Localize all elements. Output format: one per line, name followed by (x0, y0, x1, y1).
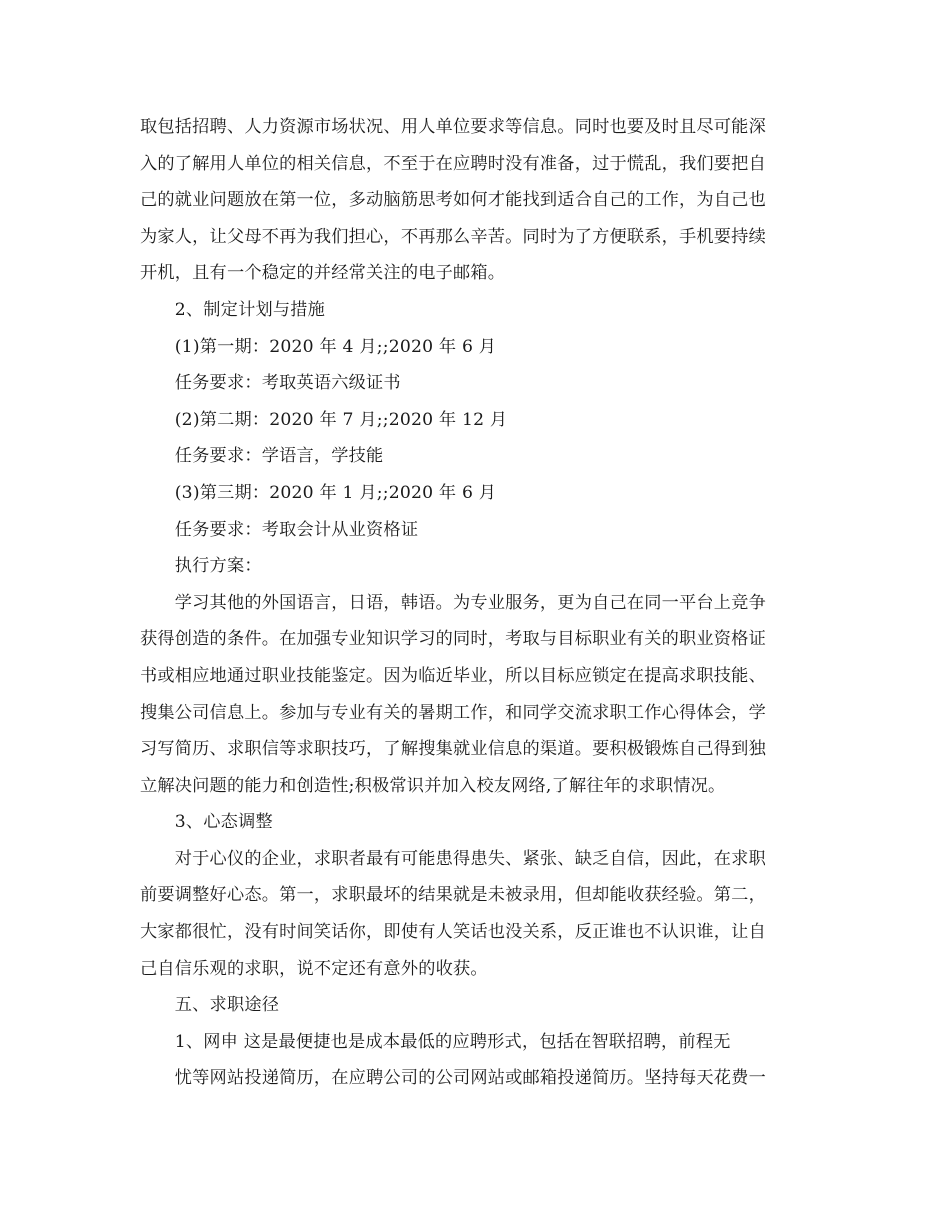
text-line: 立解决问题的能力和创造性;积极常识并加入校友网络,了解往年的求职情况。 (140, 775, 726, 796)
text-line: (2)第二期：2020 年 7 月;;2020 年 12 月 (140, 409, 508, 430)
document-body (140, 109, 812, 1097)
text-line: 忧等网站投递简历，在应聘公司的公司网站或邮箱投递简历。坚持每天花费一 (140, 1068, 766, 1089)
text-line: 搜集公司信息上。参加与专业有关的暑期工作，和同学交流求职工作心得体会，学 (140, 702, 766, 723)
text-line: 大家都很忙，没有时间笑话你，即使有人笑话也没关系，反正谁也不认识谁，让自 (140, 922, 766, 943)
text-line: 习写简历、求职信等求职技巧，了解搜集就业信息的渠道。要积极锻炼自己得到独 (140, 739, 766, 760)
phase-two-task (140, 438, 812, 475)
section-heading-mindset (140, 804, 812, 841)
text-line: 开机，且有一个稳定的并经常关注的电子邮箱。 (140, 263, 506, 284)
text-line: 己的就业问题放在第一位，多动脑筋思考如何才能找到适合自己的工作，为自己也 (140, 190, 766, 211)
text-line: 3、心态调整 (140, 812, 273, 833)
section-heading-plan (140, 292, 812, 329)
text-line: 为家人，让父母不再为我们担心，不再那么辛苦。同时为了方便联系，手机要持续 (140, 226, 766, 247)
text-line: (1)第一期：2020 年 4 月;;2020 年 6 月 (140, 336, 497, 357)
paragraph-mindset (140, 841, 812, 987)
phase-two (140, 402, 812, 439)
text-line: 对于心仪的企业，求职者最有可能患得患失、紧张、缺乏自信，因此，在求职 (140, 848, 766, 869)
text-line: 五、求职途径 (140, 995, 280, 1016)
phase-one (140, 329, 812, 366)
text-line: 1、网申 这是最便捷也是成本最低的应聘形式，包括在智联招聘，前程无 (140, 1031, 731, 1052)
text-line: (3)第三期：2020 年 1 月;;2020 年 6 月 (140, 482, 497, 503)
text-line: 2、制定计划与措施 (140, 299, 326, 320)
text-line: 书或相应地通过职业技能鉴定。因为临近毕业，所以目标应锁定在提高求职技能、 (140, 665, 766, 686)
text-line: 学习其他的外国语言，日语，韩语。为专业服务，更为自己在同一平台上竞争 (140, 592, 766, 613)
text-line: 任务要求：考取英语六级证书 (140, 373, 401, 394)
text-line: 己自信乐观的求职，说不定还有意外的收获。 (140, 958, 488, 979)
text-line: 获得创造的条件。在加强专业知识学习的同时，考取与目标职业有关的职业资格证 (140, 629, 766, 650)
text-line: 任务要求：学语言，学技能 (140, 446, 384, 467)
paragraph-job-info (140, 109, 812, 292)
phase-three (140, 475, 812, 512)
text-line: 入的了解用人单位的相关信息，不至于在应聘时没有准备，过于慌乱，我们要把自 (140, 153, 766, 174)
phase-one-task (140, 365, 812, 402)
paragraph-execution-plan (140, 585, 812, 805)
text-line: 执行方案： (140, 556, 262, 577)
execution-plan-heading (140, 548, 812, 585)
section-heading-channels (140, 987, 812, 1024)
text-line: 前要调整好心态。第一，求职最坏的结果就是未被录用，但却能收获经验。第二， (140, 885, 766, 906)
paragraph-online-application (140, 1024, 812, 1097)
text-line: 取包括招聘、人力资源市场状况、用人单位要求等信息。同时也要及时且尽可能深 (140, 117, 766, 137)
text-line: 任务要求：考取会计从业资格证 (140, 519, 419, 540)
phase-three-task (140, 512, 812, 549)
